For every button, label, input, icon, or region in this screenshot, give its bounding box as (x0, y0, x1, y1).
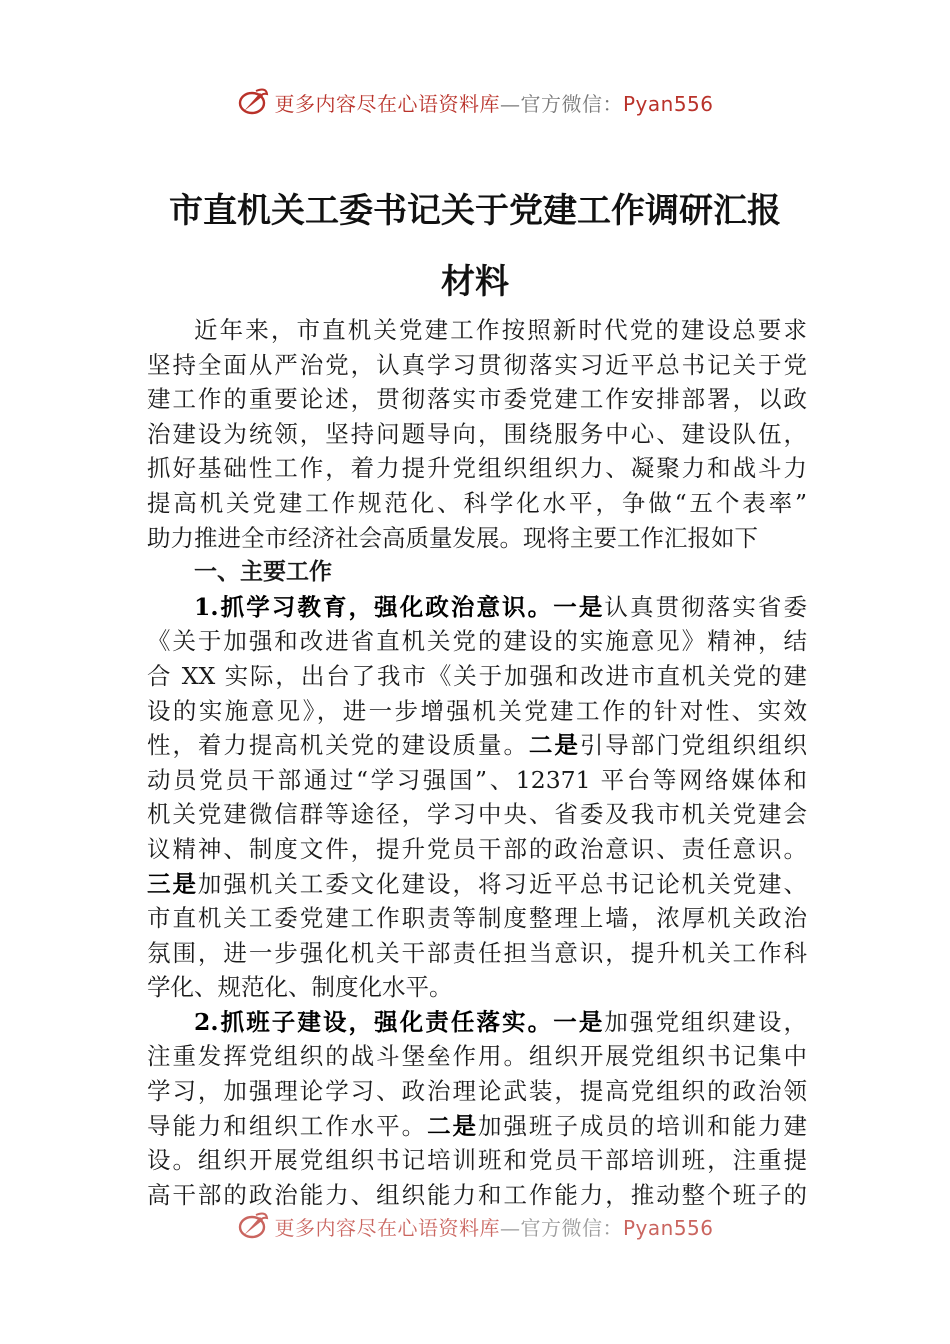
paragraph-line: 动员党员干部通过“学习强国”、12371 平台等网络媒体和 (147, 765, 807, 794)
watermark-text: 更多内容尽在心语资料库—官方微信：Pyan556 (274, 91, 714, 116)
quill-logo-icon (236, 1209, 270, 1243)
quill-logo-icon (236, 85, 270, 119)
paragraph-line: 议精神、制度文件，提升党员干部的政治意识、责任意识。 (147, 834, 807, 863)
document-title-line-2: 材料 (441, 262, 509, 302)
paragraph-line: 高干部的政治能力、组织能力和工作能力，推动整个班子的 (147, 1180, 807, 1209)
paragraph-line: 性，着力提高机关党的建设质量。二是引导部门党组织组织 (147, 731, 808, 760)
paragraph-line: 治建设为统领，坚持问题导向，围绕服务中心、建设队伍， (147, 419, 807, 448)
paragraph-line: 建工作的重要论述，贯彻落实市委党建工作安排部署，以政 (147, 385, 807, 414)
paragraph-line: 坚持全面从严治党，认真学习贯彻落实习近平总书记关于党 (147, 350, 807, 379)
watermark-text: 更多内容尽在心语资料库—官方微信：Pyan556 (274, 1215, 714, 1240)
paragraph-line: 市直机关工委党建工作职责等制度整理上墙，浓厚机关政治 (147, 904, 807, 933)
item-heading: 2.抓班子建设，强化责任落实。 (194, 1007, 554, 1036)
watermark-header (0, 82, 950, 122)
section-heading: 一、主要工作 (194, 559, 332, 586)
enum-label: 二是 (528, 731, 580, 760)
paragraph-line: 2.抓班子建设，强化责任落实。一是加强党组织建设， (194, 1007, 808, 1036)
document-title-line-1: 市直机关工委书记关于党建工作调研汇报 (169, 191, 781, 231)
enum-label: 一是 (553, 592, 605, 621)
paragraph-line: 学习，加强理论学习、政治理论武装，提高党组织的政治领 (147, 1077, 807, 1106)
paragraph-line: 合 XX 实际，出台了我市《关于加强和改进市直机关党的建 (147, 661, 807, 690)
paragraph-line: 抓好基础性工作，着力提升党组织组织力、凝聚力和战斗力 (147, 454, 807, 483)
paragraph-line: 注重发挥党组织的战斗堡垒作用。组织开展党组织书记集中 (147, 1042, 807, 1071)
paragraph-line: 助力推进全市经济社会高质量发展。现将主要工作汇报如下 (147, 523, 758, 552)
paragraph-line: 《关于加强和改进省直机关党的建设的实施意见》精神，结 (147, 627, 807, 656)
paragraph-line: 学化、规范化、制度化水平。 (147, 973, 453, 1002)
document-body (147, 313, 807, 1212)
enum-label: 三是 (147, 869, 198, 898)
paragraph-line: 三是加强机关工委文化建设，将习近平总书记论机关党建、 (147, 869, 808, 898)
paragraph-line: 氛围，进一步强化机关干部责任担当意识，提升机关工作科 (147, 938, 807, 967)
paragraph-line: 提高机关党建工作规范化、科学化水平，争做“五个表率” (147, 488, 807, 517)
item-heading: 1.抓学习教育，强化政治意识。 (194, 592, 554, 621)
paragraph-line: 设的实施意见》，进一步增强机关党建工作的针对性、实效 (147, 696, 807, 725)
paragraph-line: 1.抓学习教育，强化政治意识。一是认真贯彻落实省委 (194, 592, 808, 621)
enum-label: 二是 (427, 1111, 478, 1140)
paragraph-line: 近年来，市直机关党建工作按照新时代党的建设总要求 (194, 316, 807, 344)
paragraph-line: 导能力和组织工作水平。二是加强班子成员的培训和能力建 (147, 1111, 808, 1140)
paragraph-line: 机关党建微信群等途径，学习中央、省委及我市机关党建会 (147, 800, 807, 829)
paragraph-line: 设。组织开展党组织书记培训班和党员干部培训班，注重提 (147, 1146, 807, 1175)
watermark-footer (0, 1206, 950, 1246)
enum-label: 一是 (553, 1007, 605, 1036)
